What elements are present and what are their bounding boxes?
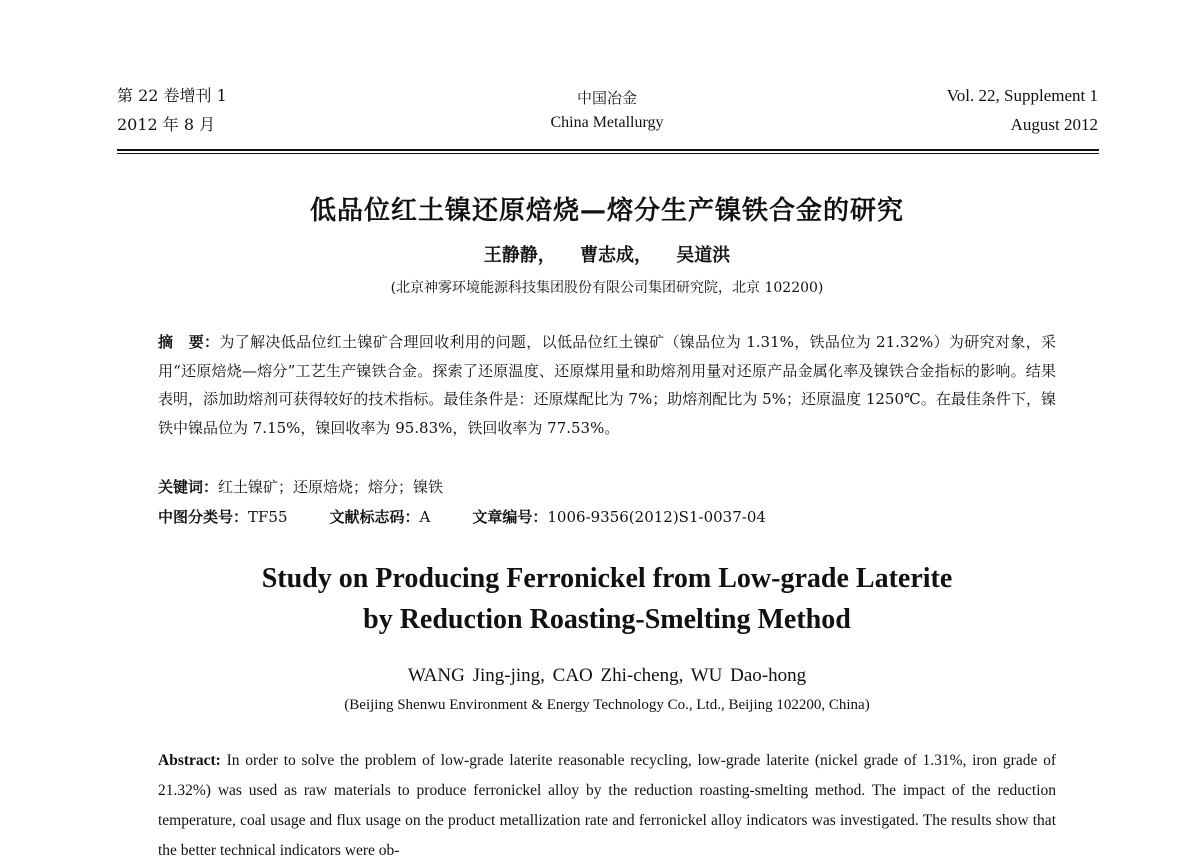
abstract-text-cn: 为了解决低品位红土镍矿合理回收利用的问题，以低品位红土镍矿（镍品位为 1.31%，铁品位为 21.32%）为研究对象，采用“还原焙烧—熔分”工艺生产镍铁合金。探索了还原温度、还原煤用量和助熔剂用量对还原产品金属化率及镍铁合金指标的影响。结果表明，添加助熔剂可获得较好的技术指标。最佳条件是：还原煤配比为 7%；助熔剂配比为 5%；还原温度 1250℃。在最佳条件下，镍铁中镍品位为 7.15%，镍回收率为 95.83%，铁回收率为 77.53%。 xyxy=(158,333,1056,437)
article-no-label: 文章编号： xyxy=(472,508,548,526)
journal-name-en: China Metallurgy xyxy=(550,114,664,131)
volume-en: Vol. 22, Supplement 1 xyxy=(946,86,1098,105)
title-en-line-1: Study on Producing Ferronickel from Low-grade Laterite xyxy=(261,563,953,594)
authors-cn: 王静静， 曹志成， 吴道洪 xyxy=(483,245,731,266)
volume-cn: 第 22 卷增刊 1 xyxy=(117,86,227,105)
abstract-cn xyxy=(158,328,1056,442)
keywords-text-cn: 红土镍矿；还原焙烧；熔分；镍铁 xyxy=(218,478,444,496)
doc-code-value: A xyxy=(419,508,431,526)
article-no-value: 1006-9356(2012)S1-0037-04 xyxy=(547,508,766,526)
date-cn: 2012 年 8 月 xyxy=(117,115,216,134)
keywords-cn xyxy=(158,476,443,497)
title-en-line-2: by Reduction Roasting-Smelting Method xyxy=(363,604,851,635)
abstract-label-en: Abstract: xyxy=(158,752,221,769)
clc-label: 中图分类号： xyxy=(158,508,249,526)
abstract-text-en: In order to solve the problem of low-grade laterite reasonable recycling, low-grade laterite (nickel grade of 1.31%, iron grade of 21.32%) was used as raw materials to produce ferronickel alloy by the reduction roasting-smelting method. The impact of the reduction temperature, coal usage and flux usage on the product metallization rate and ferronickel alloy indicators was investigated. The results show that the better technical indicators were ob- xyxy=(158,752,1057,859)
doc-code-label: 文献标志码： xyxy=(329,508,420,526)
affiliation-en: (Beijing Shenwu Environment & Energy Technology Co., Ltd., Beijing 102200, China) xyxy=(344,697,870,713)
abstract-label-cn: 摘 要： xyxy=(158,333,220,351)
header-rule-thin xyxy=(117,153,1099,154)
header-rule-thick xyxy=(117,149,1099,151)
authors-en: WANG Jing-jing, CAO Zhi-cheng, WU Dao-hong xyxy=(407,665,807,686)
keywords-label-cn: 关键词： xyxy=(158,478,219,496)
journal-name-cn: 中国冶金 xyxy=(576,89,637,107)
abstract-en xyxy=(158,746,1056,866)
date-en: August 2012 xyxy=(1010,115,1098,134)
classification-line xyxy=(158,506,766,527)
clc-value: TF55 xyxy=(248,508,288,526)
paper-title-en xyxy=(0,558,1200,640)
paper-title-cn: 低品位红土镍还原焙烧—熔分生产镍铁合金的研究 xyxy=(309,196,904,226)
affiliation-cn: (北京神雾环境能源科技集团股份有限公司集团研究院，北京 102200) xyxy=(390,280,824,296)
